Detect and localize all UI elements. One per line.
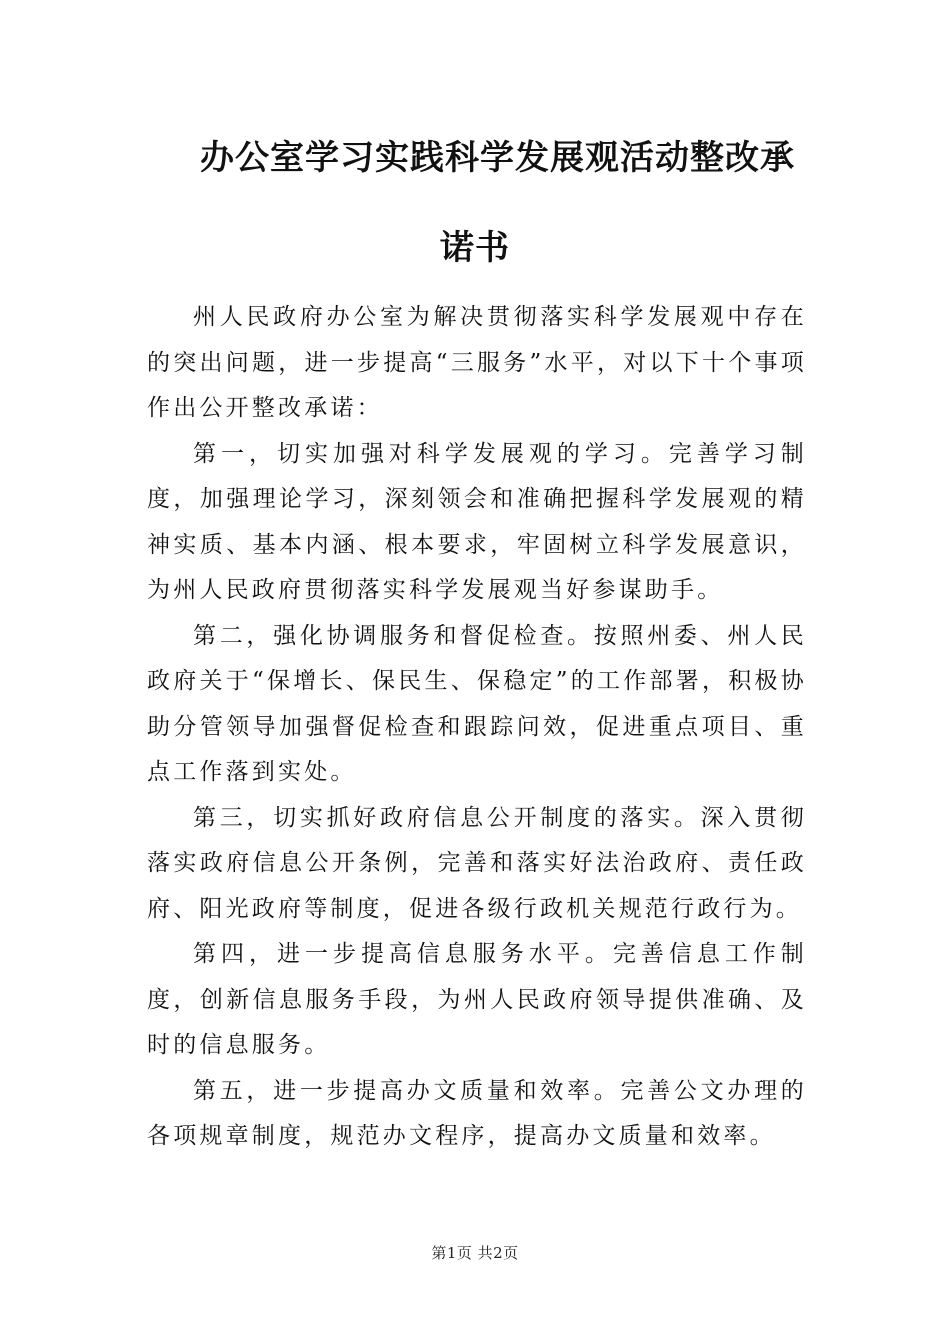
document-title-line-2: 诺书 — [440, 228, 510, 268]
paragraph-item-4: 第四，进一步提高信息服务水平。完善信息工作制度，创新信息服务手段，为州人民政府领导提供准确、及时的信息服务。 — [147, 941, 807, 1058]
paragraph-item-2: 第二，强化协调服务和督促检查。按照州委、州人民政府关于“保增长、保民生、保稳定”的工作部署，积极协助分管领导加强督促检查和跟踪问效，促进重点项目、重点工作落到实处。 — [147, 622, 807, 785]
paragraph-intro: 州人民政府办公室为解决贯彻落实科学发展观中存在的突出问题，进一步提高“三服务”水平，对以下十个事项作出公开整改承诺： — [147, 304, 807, 421]
paragraph-item-3: 第三，切实抓好政府信息公开制度的落实。深入贯彻落实政府信息公开条例，完善和落实好法治政府、责任政府、阳光政府等制度，促进各级行政机关规范行政行为。 — [147, 804, 807, 922]
document-title-line-1: 办公室学习实践科学发展观活动整改承 — [200, 138, 795, 178]
paragraph-item-5: 第五，进一步提高办文质量和效率。完善公文办理的各项规章制度，规范办文程序，提高办文质量和效率。 — [147, 1077, 807, 1149]
document-body — [147, 295, 807, 1160]
paragraph-item-1: 第一，切实加强对科学发展观的学习。完善学习制度，加强理论学习，深刻领会和准确把握科学发展观的精神实质、基本内涵、根本要求，牢固树立科学发展意识，为州人民政府贯彻落实科学发展观当好参谋助手。 — [147, 440, 807, 603]
page-number-footer: 第1页 共2页 — [431, 1244, 519, 1262]
